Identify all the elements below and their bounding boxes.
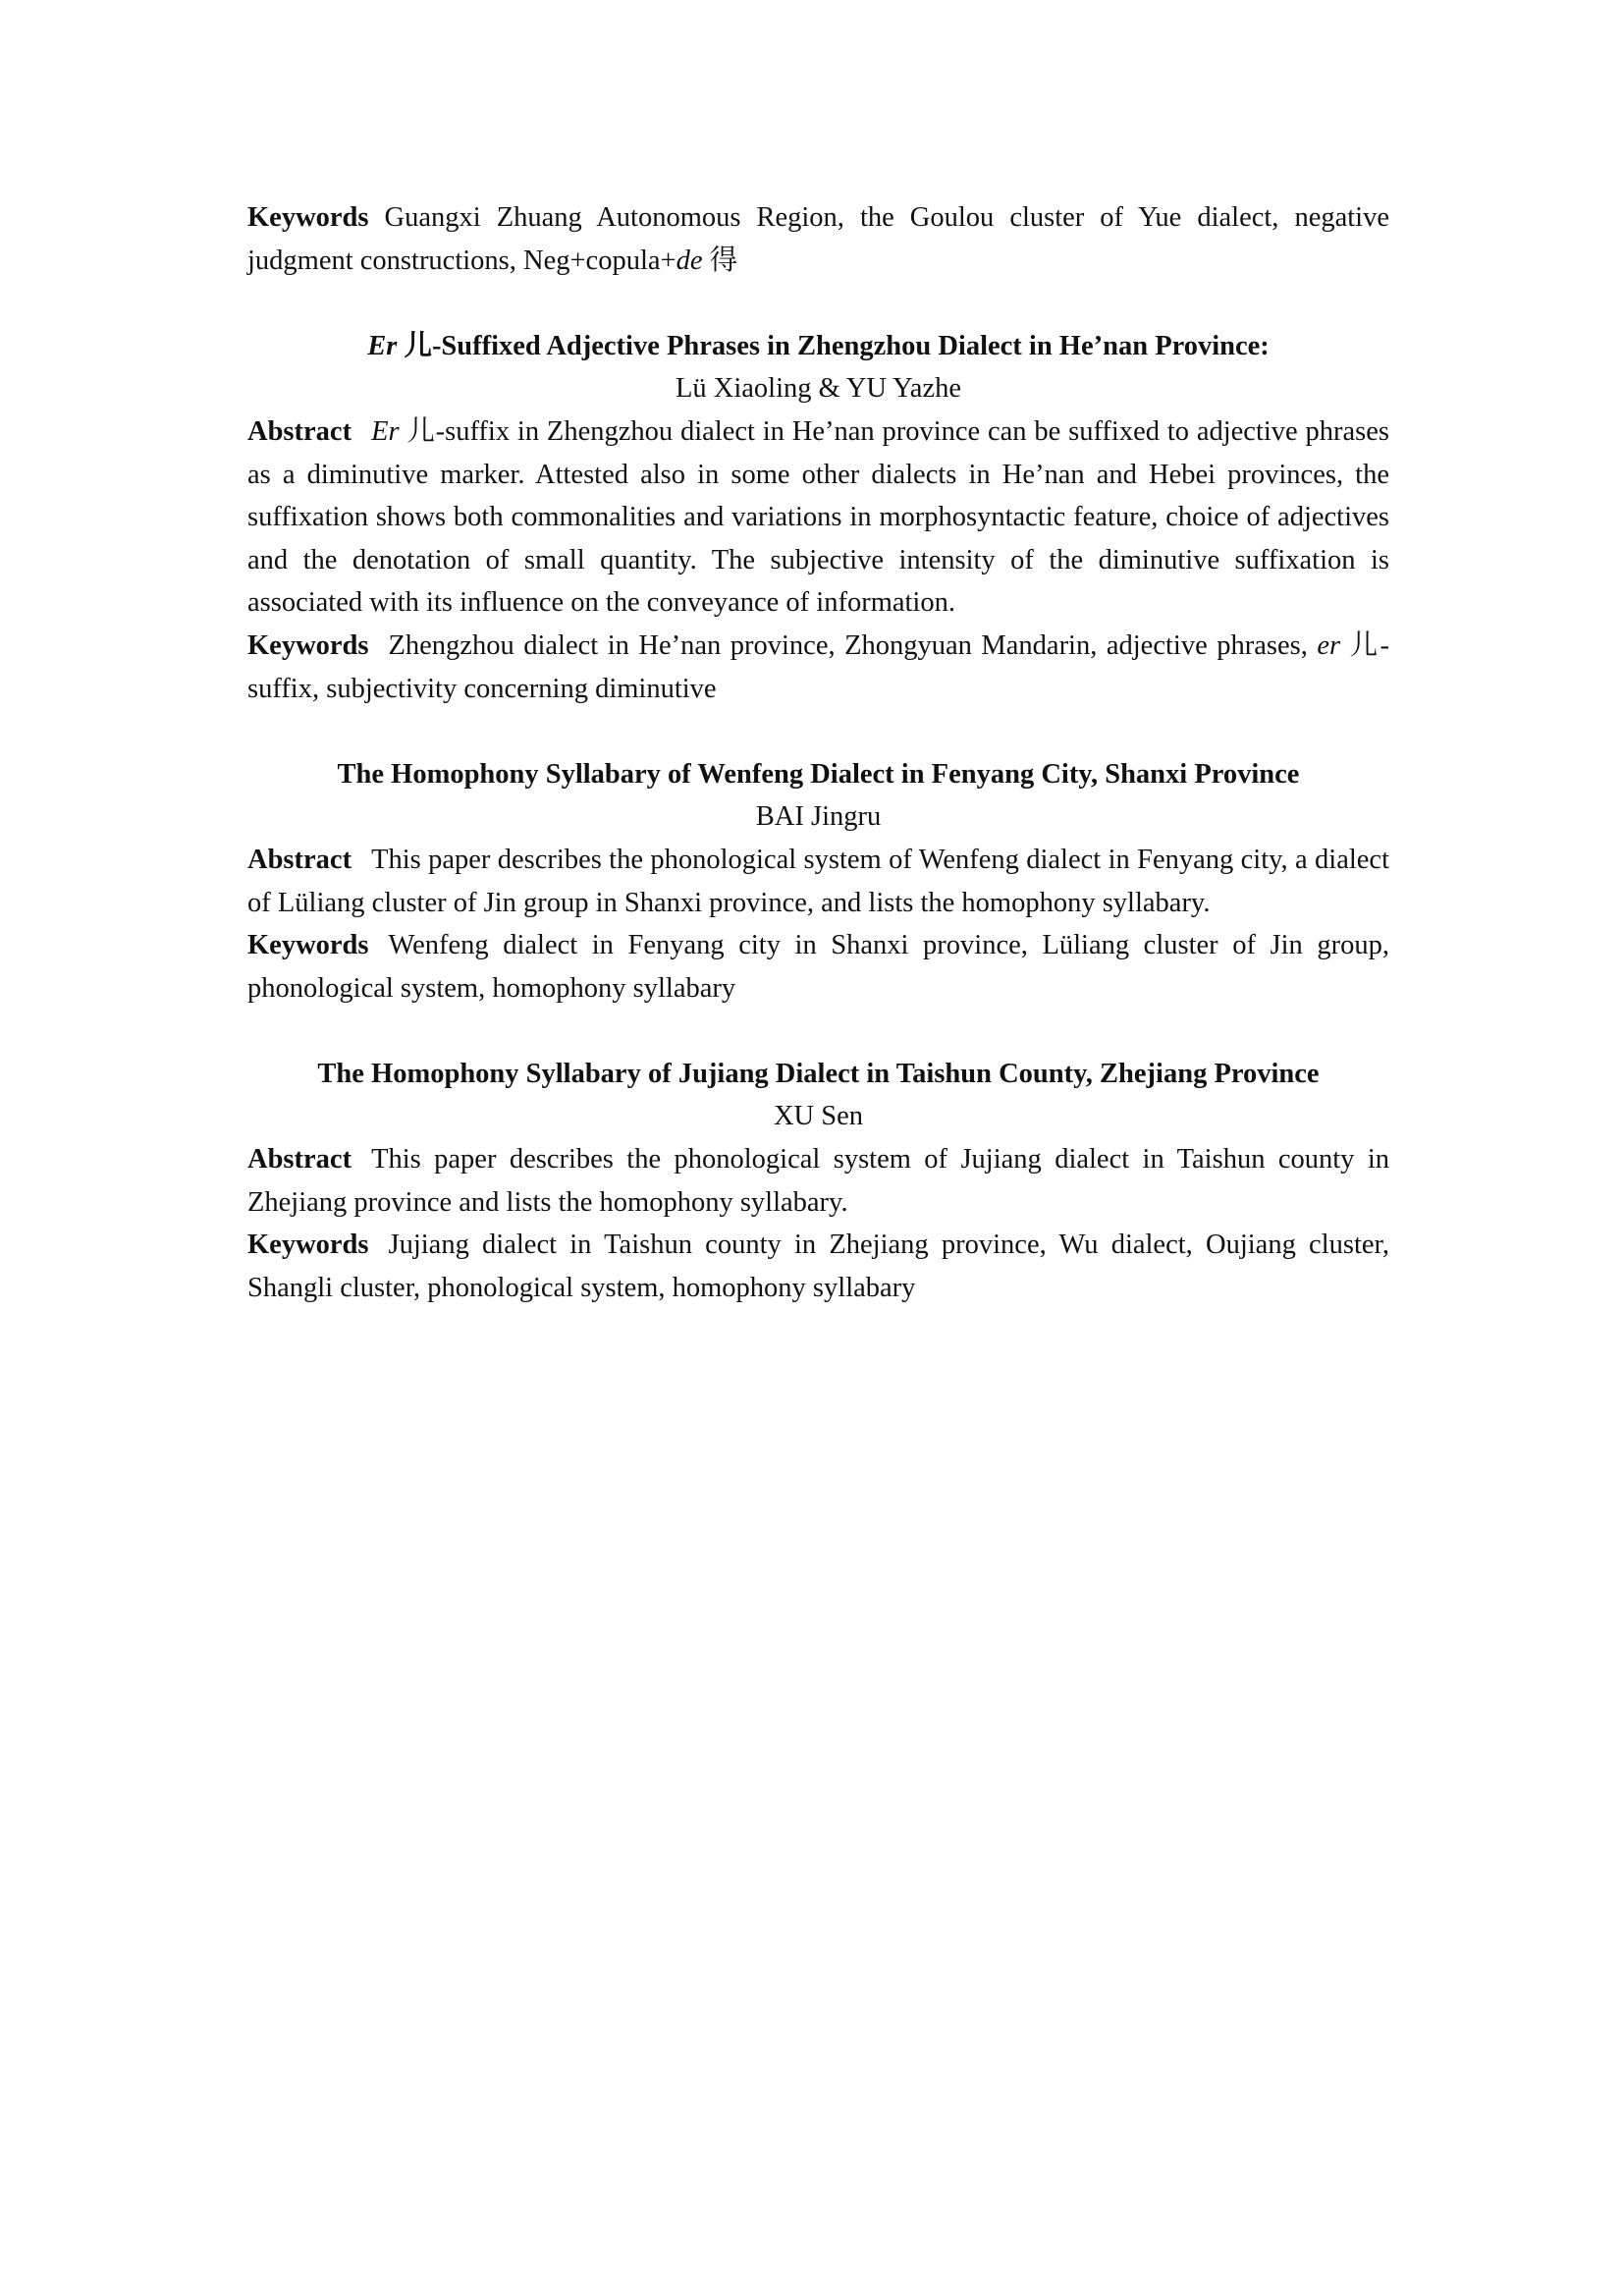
keywords-paragraph xyxy=(247,196,1389,282)
keywords-paragraph xyxy=(247,924,1389,1010)
keywords-label: Keywords xyxy=(247,629,369,661)
article-title: The Homophony Syllabary of Wenfeng Dialect in Fenyang City, Shanxi Province xyxy=(337,758,1300,790)
article-author: XU Sen xyxy=(773,1101,864,1132)
abstract-paragraph xyxy=(247,410,1389,625)
abstract-paragraph xyxy=(247,1138,1389,1224)
keywords-paragraph xyxy=(247,1224,1389,1309)
abstract-label: Abstract xyxy=(247,1144,352,1175)
abstract-text: This paper describes the phonological system of Wenfeng dialect in Fenyang city, a dialect of Lüliang cluster of Jin group in Shanxi province, and lists the homophony syllabary. xyxy=(247,844,1389,918)
abstract-label: Abstract xyxy=(247,844,352,875)
keywords-label: Keywords xyxy=(247,1230,369,1261)
article-title xyxy=(247,325,1389,368)
article-title: The Homophony Syllabary of Jujiang Dialect in Taishun County, Zhejiang Province xyxy=(317,1058,1320,1089)
keywords-italic: de xyxy=(676,245,703,276)
article-entry xyxy=(247,1053,1389,1310)
keywords-italic: er xyxy=(1317,629,1341,661)
article-entry xyxy=(247,325,1389,710)
abstract-paragraph xyxy=(247,839,1389,924)
article-title-italic: Er xyxy=(367,330,398,361)
keywords-label: Keywords xyxy=(247,202,369,233)
keywords-text: Zhengzhou dialect in He’nan province, Zhongyuan Mandarin, adjective phrases, xyxy=(388,629,1318,661)
article-author: BAI Jingru xyxy=(755,801,882,833)
article-author: Lü Xiaoling & YU Yazhe xyxy=(675,373,962,405)
keywords-paragraph xyxy=(247,625,1389,710)
abstract-italic: Er xyxy=(371,415,400,447)
abstract-text: This paper describes the phonological system of Jujiang dialect in Taishun county in Zhejiang province and lists the homophony syllabary. xyxy=(247,1144,1389,1218)
article-entry xyxy=(247,753,1389,1011)
abstract-text: 儿-suffix in Zhengzhou dialect in He’nan province can be suffixed to adjective phrases as a diminutive marker. Attested also in some other dialects in He’nan and Hebei provinces, the suffixation shows both commonalities and variations in morphosyntactic feature, choice of adjectives and the denotation of small quantity. The subjective intensity of the diminutive suffixation is associated with its influence on the conveyance of information. xyxy=(247,415,1389,619)
keywords-text: Wenfeng dialect in Fenyang city in Shanxi province, Lüliang cluster of Jin group, phonological system, homophony syllabary xyxy=(247,930,1389,1004)
keywords-text: Jujiang dialect in Taishun county in Zhejiang province, Wu dialect, Oujiang cluster, Shangli cluster, phonological system, homophony syllabary xyxy=(247,1230,1389,1303)
keywords-text-end: 儿-suffix, subjectivity concerning diminutive xyxy=(247,629,1390,704)
document-page xyxy=(247,196,1389,1309)
keywords-label: Keywords xyxy=(247,930,369,961)
article-title-text: 儿-Suffixed Adjective Phrases in Zhengzhou Dialect in He’nan Province: xyxy=(397,330,1270,361)
abstract-label: Abstract xyxy=(247,415,352,447)
keywords-text: Guangxi Zhuang Autonomous Region, the Goulou cluster of Yue dialect, negative judgment constructions, Neg+copula+ xyxy=(247,202,1389,276)
keywords-text-end: 得 xyxy=(702,245,738,276)
